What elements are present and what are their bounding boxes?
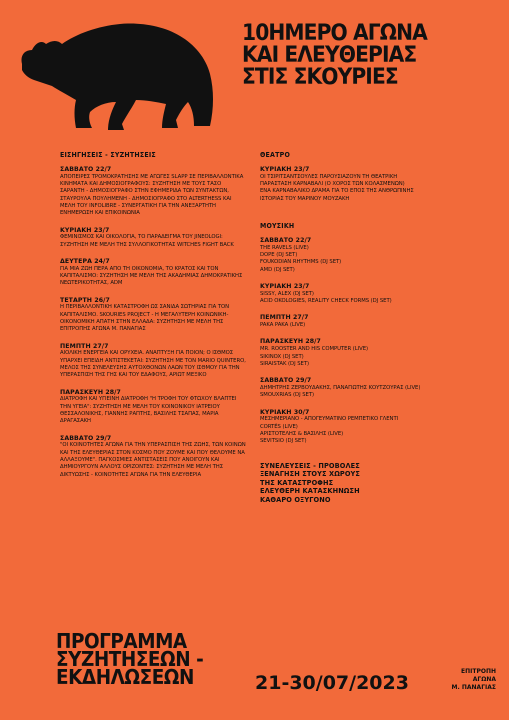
music-date: ΠΕΜΠΤΗ 27/7 (260, 314, 309, 322)
theatre-line: ΟΙ ΤΣΙΡΙΤΣΑΝΤΣΟΥΛΕΣ ΠΑΡΟΥΣΙΑΖΟΥΝ ΤΗ ΘΕΑΤΡΙΚΗ (260, 173, 398, 180)
talk-text: ΑΠΟΠΕΙΡΕΣ ΤΡΟΜΟΚΡΑΤΗΣΗΣ ΜΕ ΑΓΩΓΕΣ SLAPP ΣΕ ΠΕΡΙΒΑΛΛΟΝΤΙΚΑ ΚΙΝΗΜΑΤΑ ΚΑΙ ΔΗΜΟΣΙΟΓΡΑΦΟΥΣ: ΣΥΖΗΤΗΣΗ ΜΕ ΤΟΥΣ ΤΑΣΟ ΣΑΡΑΝΤΗ - ΔΗΜΟΣΙΟΓΡΑΦΟ ΣΤΗΝ ΕΦΗΜΕΡΙΔΑ ΤΩΝ ΣΥΝΤΑΚΤΩΝ, ΣΤΑΥΡΟΥΛΑ ΠΟΥΛΗΜΕΝΗ - ΔΗΜΟΣΙΟΓΡΑΦΟ ΣΤΟ ALTERTHESS ΚΑΙ ΜΕΛΗ ΤΟΥ INFOLIBRE - ΣΥΝΕΡΓΑΤΙΚΗ ΓΙΑ ΤΗΝ ΑΝΕΞΑΡΤΗΤΗ ΕΝΗΜΕΡΩΣΗ ΚΑΙ ΕΠΙΚΟΙΝΩΝΙΑ (60, 173, 244, 217)
music-line: SIRAISTAK (DJ SET) (260, 360, 310, 367)
organizer (412, 668, 496, 692)
talk-text: Η ΠΕΡΙΒΑΛΛΟΝΤΙΚΗ ΚΑΤΑΣΤΡΟΦΗ ΩΣ ΣΑΝΙΔΑ ΣΩΤΗΡΙΑΣ ΓΙΑ ΤΟΝ ΚΑΠΙΤΑΛΙΣΜΟ. SKOURIES PROJECT - Η ΜΕΓΑΛΥΤΕΡΗ ΚΟΙΝΩΝΙΚΗ-ΟΙΚΟΝΟΜΙΚΗ ΑΠΑΤΗ ΣΤΗΝ ΕΛΛΑΔΑ: ΣΥΖΗΤΗΣΗ ΜΕ ΜΕΛΗ ΤΗΣ ΕΠΙΤΡΟΠΗΣ ΑΓΩΝΑ Μ. ΠΑΝΑΓΙΑΣ (60, 304, 230, 333)
talk-date: ΣΑΒΒΑΤΟ 29/7 (60, 434, 112, 442)
music-line: THE RAVELS (LIVE) (260, 244, 309, 251)
music-line: ΜΕΣΗΜΕΡΙΑΝΟ - ΑΠΟΓΕΥΜΑΤΙΝΟ ΡΕΜΠΕΤΙΚΟ ΓΛΕΝΤΙ (260, 416, 399, 423)
music-date: ΠΑΡΑΣΚΕΥΗ 28/7 (260, 338, 321, 346)
organizer-line: ΑΓΩΝΑ (472, 676, 496, 683)
program-line: ΣΥΖΗΤΗΣΕΩΝ - (56, 647, 204, 671)
music-line: SMOUXRIAS (DJ SET) (260, 392, 315, 399)
talk-text: ΓΙΑ ΜΙΑ ΖΩΗ ΠΕΡΑ ΑΠΟ ΤΗ ΟΙΚΟΝΟΜΙΑ, ΤΟ ΚΡΑΤΟΣ ΚΑΙ ΤΟΝ ΚΑΠΙΤΑΛΙΣΜΟ: ΣΥΖΗΤΗΣΗ ΜΕ ΜΕΛΗ ΤΗΣ ΑΚΑΔΗΜΙΑΣ ΔΗΜΟΚΡΑΤΙΚΗΣ ΝΕΩΤΕΡΙΚΟΤΗΤΑΣ, ADM (60, 265, 243, 287)
extras-list (260, 462, 460, 505)
talk-date: ΠΕΜΠΤΗ 27/7 (60, 342, 109, 350)
program-title (56, 629, 246, 689)
talk-item (60, 435, 246, 479)
theatre-heading: ΘΕΑΤΡΟ (260, 151, 290, 159)
music-item (260, 338, 460, 368)
talk-date: ΠΑΡΑΣΚΕΥΗ 28/7 (60, 388, 121, 396)
arts-column (260, 151, 460, 504)
music-date: ΚΥΡΙΑΚΗ 30/7 (260, 408, 310, 416)
music-line: SIKINOX (DJ SET) (260, 353, 304, 360)
music-line: ΔΗΜΗΤΡΗΣ ΖΕΡΒΟΥΔΑΚΗΣ, ΠΑΝΑΓΙΩΤΗΣ ΚΟΥΤΖΟΥΡΑΣ (LIVE) (260, 384, 421, 391)
music-item (260, 377, 460, 399)
talk-date: ΚΥΡΙΑΚΗ 23/7 (60, 226, 110, 234)
music-item (260, 409, 460, 446)
title-line: ΚΑΙ ΕΛΕΥΘΕΡΙΑΣ (242, 42, 417, 68)
title-line: 10ΗΜΕΡΟ ΑΓΩΝΑ (242, 20, 427, 46)
music-line: ACID OKOLOGIES, REALITY CHECK FORMS (DJ SET) (260, 298, 392, 305)
theatre-line: ΠΑΡΑΣΤΑΣΗ ΚΑΡΝΑΒΑΛΙ (Ο ΧΟΡΟΣ ΤΩΝ ΚΟΛΑΣΜΕΝΩΝ) (260, 181, 405, 188)
music-line: CORTÉS (LIVE) (260, 423, 298, 430)
talk-item (60, 258, 246, 288)
theatre-line: ΕΝΑ ΚΑΡΝΑΒΑΛΙΚΟ ΔΡΑΜΑ ΓΙΑ ΤΟ ΕΠΟΣ ΤΗΣ ΑΝΘΡΩΠΙΝΗΣ (260, 188, 414, 195)
program-line: ΕΚΔΗΛΩΣΕΩΝ (56, 665, 194, 689)
talk-item (60, 166, 246, 218)
organizer-line: ΕΠΙΤΡΟΠΗ (461, 668, 496, 675)
program-line: ΠΡΟΓΡΑΜΜΑ (56, 629, 187, 653)
music-line: PAKA PAKA (LIVE) (260, 322, 306, 329)
title-line: ΣΤΙΣ ΣΚΟΥΡΙΕΣ (242, 64, 398, 90)
talk-date: ΤΕΤΑΡΤΗ 26/7 (60, 296, 110, 304)
music-item (260, 283, 460, 305)
music-line: AMD (DJ SET) (260, 266, 295, 273)
talk-item (60, 227, 246, 249)
music-line: ΑΡΙΣΤΟΤΕΛΗΣ & ΒΑΣΙΛΗΣ (LIVE) (260, 430, 344, 437)
music-line: SEVITSIO (DJ SET) (260, 438, 307, 445)
music-heading: ΜΟΥΣΙΚΗ (260, 221, 295, 230)
talk-text: ΔΙΑΤΡΟΦΗ ΚΑΙ ΥΓΙΕΙΝΗ ΔΙΑΤΡΟΦΗ "Η ΤΡΟΦΗ ΤΟΥ ΦΤΩΧΟΥ ΒΛΑΠΤΕΙ ΤΗΝ ΥΓΕΙΑ": ΣΥΖΗΤΗΣΗ ΜΕ ΜΕΛΗ ΤΟΥ ΚΟΙΝΟΝΙΚΟΥ ΙΑΤΡΕΙΟΥ ΘΕΣΣΑΛΟΝΙΚΗΣ, ΓΙΑΝΝΗΣ ΡΑΠΤΗΣ, ΒΑΣΙΛΗΣ ΤΣΑΠΑΣ, ΜΑΡΙΑ ΔΡΑΓΑΣΑΚΗ (60, 396, 237, 425)
extras-item: ΚΑΘΑΡΟ ΟΞΥΓΟΝΟ (260, 495, 331, 504)
talks-column (60, 151, 246, 488)
bear-silhouette-icon (16, 16, 222, 134)
theatre-date: ΚΥΡΙΑΚΗ 23/7 (260, 166, 310, 173)
talk-item (60, 297, 246, 334)
music-line: DOPE (DJ SET) (260, 252, 298, 259)
music-line: SISSY, ALEX (DJ SET) (260, 290, 314, 297)
organizer-line: Μ. ΠΑΝΑΓΙΑΣ (451, 684, 496, 691)
talk-text: ΑΙΟΛΙΚΗ ΕΝΕΡΓΕΙΑ ΚΑΙ ΟΡΥΧΕΙΑ. ΑΝΑΠΤΥΞΗ ΓΙΑ ΠΟΙΟΝ; Ο ΙΣΘΜΟΣ ΥΠΑΡΧΕΙ ΕΠΕΙΔΗ ΑΝΤΙΣΤΕΚΕΤΑΙ: ΣΥΖΗΤΗΣΗ ΜΕ ΤΟΝ MARIO QUINTERO, ΜΕΛΟΣ ΤΗΣ ΣΥΝΕΛΕΥΣΗΣ ΑΥΤΟΧΘΟΝΩΝ ΛΑΩΝ ΤΟΥ ΙΣΘΜΟΥ ΓΙΑ ΤΗΝ ΥΠΕΡΑΣΠΙΣΗ ΤΗΣ ΓΗΣ ΚΑΙ ΤΟΥ ΕΔΑΦΟΥΣ, ΑΡΙΩΤ ΜΕΞΙΚΟ (60, 350, 246, 379)
music-date: ΣΑΒΒΑΤΟ 22/7 (260, 236, 312, 244)
talk-date: ΣΑΒΒΑΤΟ 22/7 (60, 166, 112, 173)
music-line: FOUKODIAN RHYTHMS (DJ SET) (260, 259, 342, 266)
talk-item (60, 389, 246, 426)
music-line: MR. ROOSTER AND HIS COMPUTER (LIVE) (260, 346, 369, 353)
theatre-line: ΙΣΤΟΡΙΑΣ ΤΟΥ ΜΑΡΙΝΟΥ ΜΟΥΖΑΚΗ (260, 195, 350, 202)
talks-heading: ΕΙΣΗΓΗΣΕΙΣ - ΣΥΖΗΤΗΣΕΙΣ (60, 151, 156, 159)
talk-text: ΦΕΜΙΝΙΣΜΟΣ ΚΑΙ ΟΙΚΟΛΟΓΙΑ, ΤΟ ΠΑΡΑΔΕΙΓΜΑ ΤΟΥ JINEOLOGI: ΣΥΖΗΤΗΣΗ ΜΕ ΜΕΛΗ ΤΗΣ ΣΥΛΛΟΓΙΚΟΤΗΤΑΣ WITCHES FIGHT BACK (60, 234, 234, 248)
talk-text: "ΟΙ ΚΟΙΝΟΤΗΤΕΣ ΑΓΩΝΑ ΓΙΑ ΤΗΝ ΥΠΕΡΑΣΠΙΣΗ ΤΗΣ ΖΩΗΣ, ΤΩΝ ΚΟΙΝΩΝ ΚΑΙ ΤΗΣ ΕΛΕΥΘΕΡΙΑΣ ΣΤΟΝ ΚΟΣΜΟ ΠΟΥ ΖΟΥΜΕ ΚΑΙ ΠΟΥ ΘΕΛΟΥΜΕ ΝΑ ΑΛΛΑΞΟΥΜΕ". ΠΑΓΚΟΣΜΙΕΣ ΑΝΤΙΣΤΑΣΕΙΣ ΠΟΥ ΑΝΟΙΓΟΥΝ ΚΑΙ ΔΗΜΙΟΥΡΓΟΥΝ ΑΛΛΟΥΣ ΟΡΙΖΟΝΤΕΣ: ΣΥΖΗΤΗΣΗ ΜΕ ΜΕΛΗ ΤΗΣ ΔΙΚΤΥΩΣΗΣ - ΚΟΙΝΟΤΗΤΕΣ ΑΓΩΝΑ ΓΙΑ ΤΗΝ ΕΛΕΥΘΕΡΙΑ (60, 442, 246, 478)
extras-item: ΣΥΝΕΛΕΥΣΕΙΣ - ΠΡΟΒΟΛΕΣ (260, 461, 360, 470)
music-date: ΣΑΒΒΑΤΟ 29/7 (260, 377, 312, 385)
extras-item: ΕΛΕΥΘΕΡΗ ΚΑΤΑΣΚΗΝΩΣΗ (260, 487, 360, 496)
event-title (242, 22, 492, 88)
music-date: ΚΥΡΙΑΚΗ 23/7 (260, 282, 310, 290)
theatre-item (260, 166, 460, 203)
music-item (260, 314, 460, 329)
extras-item: ΤΗΣ ΚΑΤΑΣΤΡΟΦΗΣ (260, 478, 334, 487)
talk-item (60, 343, 246, 380)
event-dates: 21-30/07/2023 (255, 672, 409, 694)
extras-item: ΞΕΝΑΓΗΣΗ ΣΤΟΥΣ ΧΩΡΟΥΣ (260, 470, 361, 479)
talk-date: ΔΕΥΤΕΡΑ 24/7 (60, 257, 110, 265)
music-item (260, 237, 460, 274)
